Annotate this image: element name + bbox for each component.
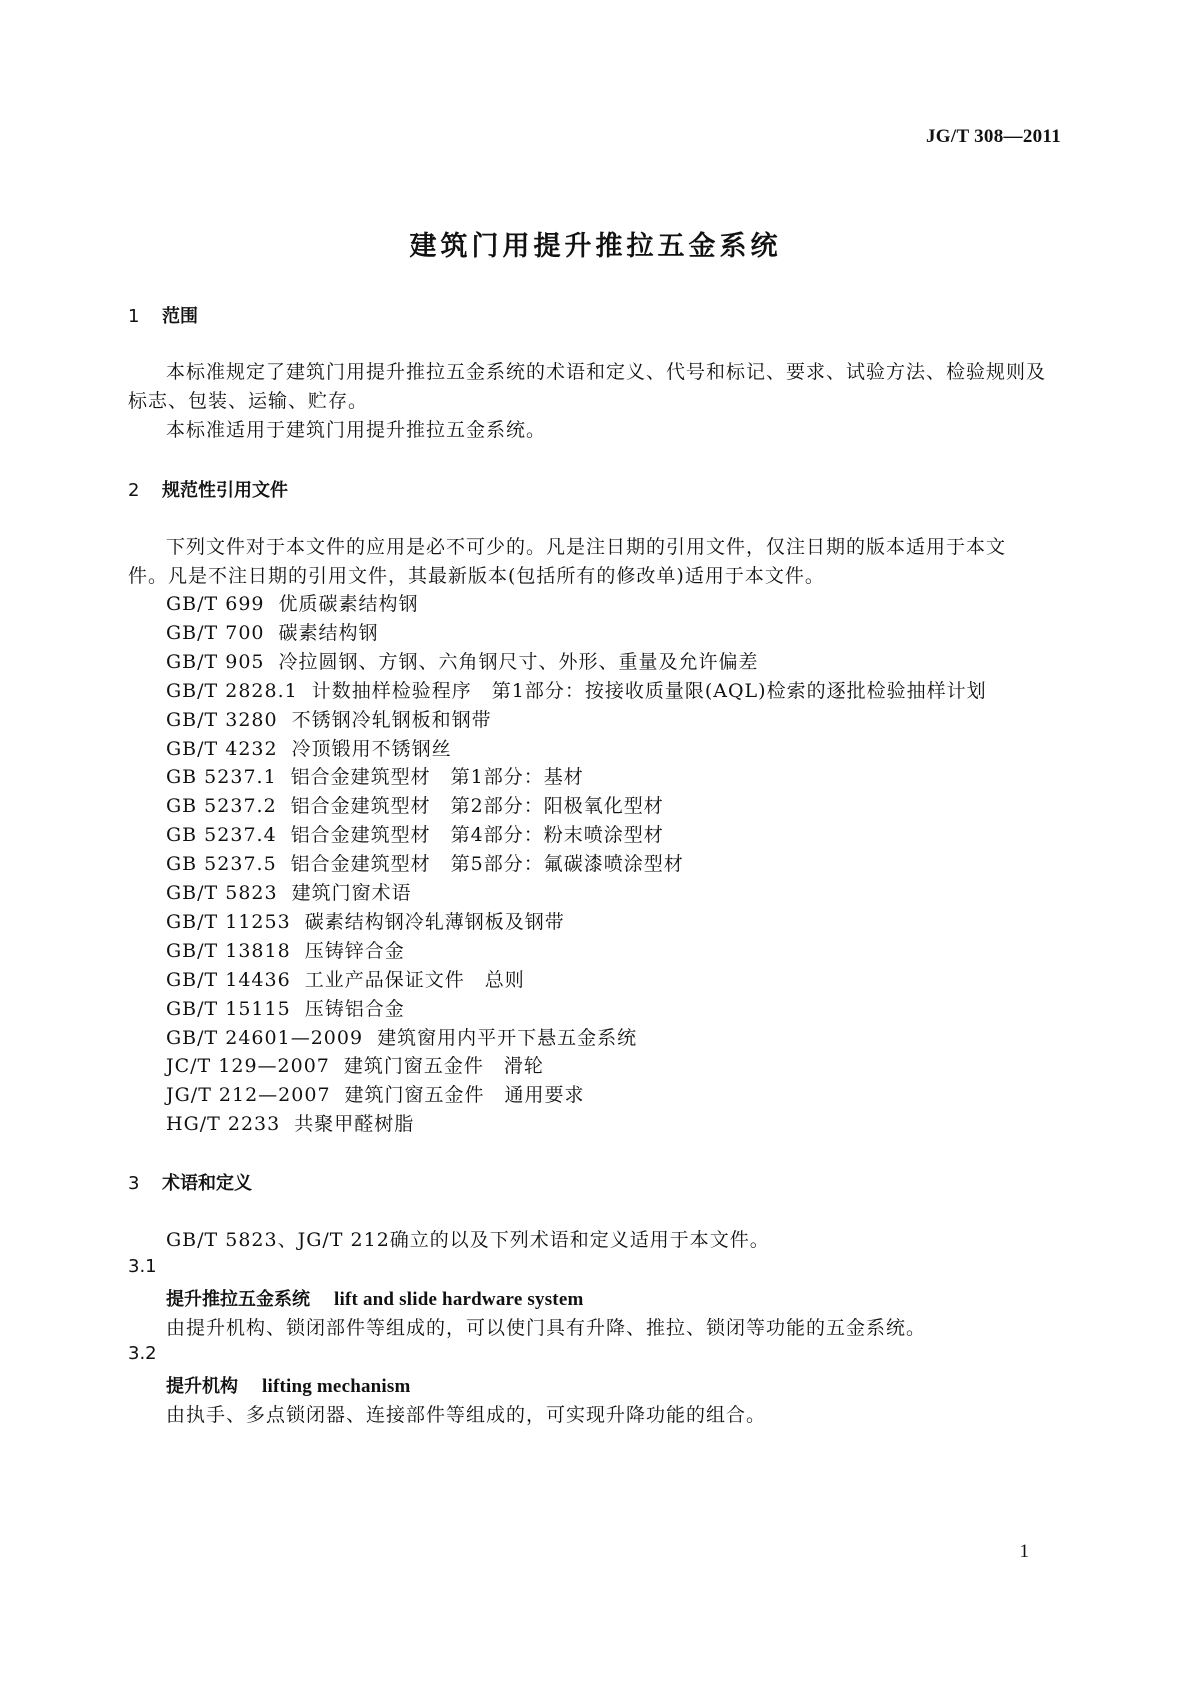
reference-item [166,589,419,616]
paragraph-line: 标志、包装、运输、贮存。 [128,390,369,412]
reference-title: 冷拉圆钢、方钢、六角钢尺寸、外形、重量及允许偏差 [278,650,759,673]
reference-title: 铝合金建筑型材 第1部分：基材 [290,766,584,789]
reference-code: GB/T 4232 [166,737,278,760]
reference-code: GB/T 11253 [166,910,291,933]
reference-item [166,849,684,876]
reference-item [166,791,664,818]
reference-title: 建筑窗用内平开下悬五金系统 [377,1026,638,1049]
reference-title: 建筑门窗术语 [291,882,412,904]
reference-title: 共聚甲醛树脂 [294,1113,415,1136]
reference-title: 建筑门窗五金件 通用要求 [344,1084,585,1107]
paragraph-line: 下列文件对于本文件的应用是必不可少的。凡是注日期的引用文件，仅注日期的版本适用于本文 [166,536,1007,558]
reference-title: 铝合金建筑型材 第4部分：粉末喷涂型材 [290,824,664,847]
reference-code: GB 5237.4 [166,824,277,847]
reference-item [166,1109,414,1136]
reference-code: GB/T 5823 [166,882,278,904]
standard-code: JG/T 308—2011 [926,126,1061,147]
reference-item [166,647,759,674]
term-en: lift and slide hardware system [334,1289,584,1310]
term-heading [166,1372,411,1398]
term-zh: 提升机构 [166,1376,238,1397]
paragraph-line: 件。凡是不注日期的引用文件，其最新版本(包括所有的修改单)适用于本文件。 [128,565,825,587]
reference-code: GB/T 3280 [166,708,278,731]
reference-item [166,936,405,963]
reference-code: GB 5237.5 [166,853,277,876]
reference-item [166,705,492,732]
reference-title: 建筑门窗五金件 滑轮 [343,1055,544,1078]
reference-title: 铝合金建筑型材 第2部分：阳极氧化型材 [290,795,664,818]
reference-item [166,618,379,645]
term-zh: 提升推拉五金系统 [166,1289,310,1310]
reference-title: 优质碳素结构钢 [278,593,419,615]
reference-code: HG/T 2233 [166,1113,281,1136]
reference-title: 碳素结构钢冷轧薄钢板及钢带 [304,910,565,933]
document-title: 建筑门用提升推拉五金系统 [409,231,782,262]
section-title: 规范性引用文件 [162,480,288,501]
reference-code: JG/T 212—2007 [166,1084,331,1107]
reference-code: GB/T 13818 [166,939,291,962]
section-title: 范围 [162,306,198,327]
reference-title: 铝合金建筑型材 第5部分：氟碳漆喷涂型材 [290,853,684,876]
paragraph: 本标准适用于建筑门用提升推拉五金系统。 [166,419,547,441]
reference-code: GB/T 24601—2009 [166,1026,364,1049]
reference-item [166,676,987,703]
reference-item [166,1051,544,1078]
section-2-heading [128,476,288,502]
reference-code: GB/T 905 [166,650,265,673]
term-en: lifting mechanism [262,1376,411,1397]
clause-number: 3.2 [128,1343,157,1364]
reference-title: 计数抽样检验程序 第1部分：按接收质量限(AQL)检索的逐批检验抽样计划 [311,679,987,702]
term-definition: 由提升机构、锁闭部件等组成的，可以使门具有升降、推拉、锁闭等功能的五金系统。 [166,1317,927,1339]
reference-code: GB/T 699 [166,593,265,615]
reference-title: 不锈钢冷轧钢板和钢带 [291,708,492,731]
clause-number: 3.1 [128,1256,157,1277]
section-number: 2 [128,480,140,501]
reference-item [166,1023,637,1050]
reference-code: GB/T 14436 [166,968,291,991]
reference-item [166,762,584,789]
section-number: 1 [128,306,140,327]
paragraph-line: 本标准规定了建筑门用提升推拉五金系统的术语和定义、代号和标记、要求、试验方法、检验规则及 [166,361,1047,383]
reference-item [166,965,525,992]
reference-code: GB/T 15115 [166,997,291,1020]
reference-title: 压铸铝合金 [304,997,405,1020]
reference-item [166,734,452,761]
reference-code: GB 5237.1 [166,766,277,789]
reference-item [166,820,664,847]
page-number: 1 [1019,1541,1029,1562]
term-definition: 由执手、多点锁闭器、连接部件等组成的，可实现升降功能的组合。 [166,1404,767,1426]
section-1-heading [128,302,198,328]
section-title: 术语和定义 [162,1173,252,1194]
reference-item [166,907,565,934]
section-3-heading [128,1169,252,1195]
reference-code: GB/T 2828.1 [166,679,298,702]
reference-title: 冷顶锻用不锈钢丝 [291,737,452,760]
reference-title: 工业产品保证文件 总则 [304,968,525,991]
reference-item [166,1080,585,1107]
reference-code: JC/T 129—2007 [166,1055,330,1078]
reference-code: GB 5237.2 [166,795,277,818]
reference-item [166,878,412,905]
section-number: 3 [128,1173,140,1194]
reference-title: 碳素结构钢 [278,621,379,644]
term-heading [166,1285,583,1311]
reference-item [166,994,405,1021]
reference-title: 压铸锌合金 [304,939,405,962]
paragraph: GB/T 5823、JG/T 212确立的以及下列术语和定义适用于本文件。 [166,1229,770,1251]
reference-code: GB/T 700 [166,621,265,644]
